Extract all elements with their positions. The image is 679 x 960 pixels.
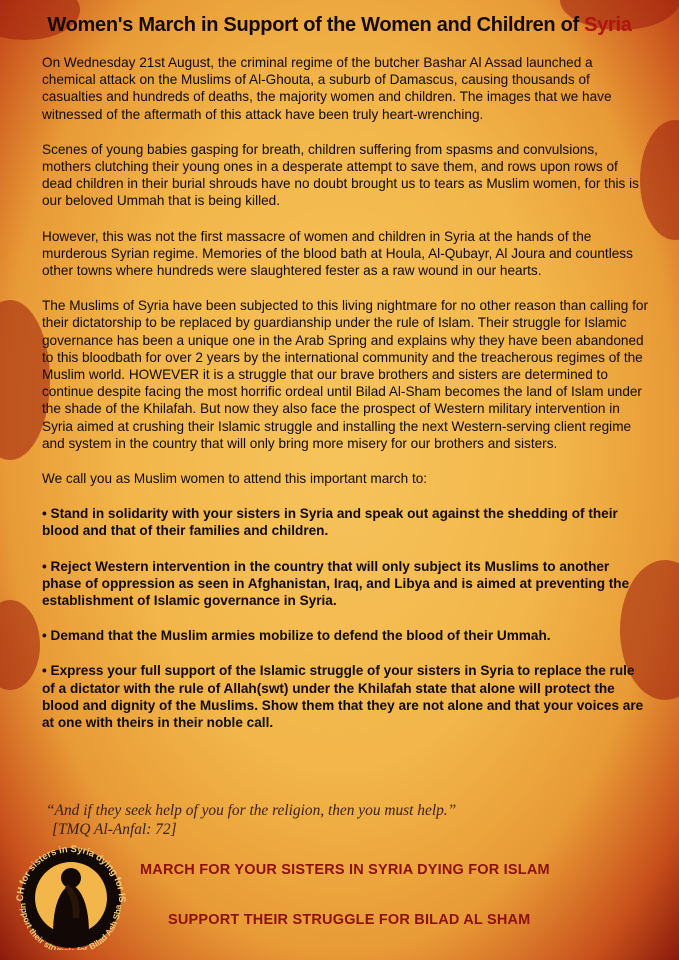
page-title: [0, 14, 679, 37]
cta-support: SUPPORT THEIR STRUGGLE FOR BILAD AL SHAM: [168, 912, 531, 928]
bullet-point: • Demand that the Muslim armies mobilize to defend the blood of their Ummah.: [42, 628, 551, 644]
quote-text: “And if they seek help of you for the religion, then you must help.”: [46, 802, 457, 819]
quran-quote: [46, 801, 646, 839]
article-body: [42, 54, 650, 749]
title-main: Women's March in Support of the Women and Children of: [47, 14, 585, 36]
quote-reference: [TMQ Al-Anfal: 72]: [52, 821, 177, 838]
cta-march: MARCH FOR YOUR SISTERS IN SYRIA DYING FOR ISLAM: [140, 862, 550, 878]
paragraph: The Muslims of Syria have been subjected to this living nightmare for no other reason than calling for their dictatorship to be replaced by guardianship under the rule of Islam. Their struggle for Islamic governance has been a unique one in the Arab Spring and explains why they have been abandoned to this bloodbath for over 2 years by the international community and the treacherous regimes of the Muslim world. HOWEVER it is a struggle that our brave brothers and sisters are determined to continue despite facing the most horrific ordeal until Bilad Al-Sham becomes the land of Islam under the shade of the Khilafah. But now they also face the prospect of Western military intervention in Syria aimed at crushing their Islamic struggle and installing the next Western-serving client regime and system in the country that will only bring more misery for our brothers and sisters.: [42, 298, 648, 451]
logo-bottom-text: upport their strug or Bilad Ash Sha: [18, 902, 124, 950]
bullet-point: • Reject Western intervention in the country that will only subject its Muslims to another phase of oppression as seen in Afghanistan, Iraq, and Libya and is aimed at preventing the establishment of Islamic governance in Syria.: [42, 558, 630, 609]
bullet-point: • Express your full support of the Islamic struggle of your sisters in Syria to replace the rule of a dictator with the rule of Allah(swt) under the Khilafah state that alone will protect the blood and dignity of the Muslims. Show them that they are not alone and that your voices are at one with theirs in their noble call.: [42, 663, 644, 731]
blood-splatter: [0, 600, 40, 690]
paragraph: We call you as Muslim women to attend this important march to:: [42, 471, 428, 487]
logo-emblem: [9, 838, 133, 950]
title-highlight: Syria: [584, 14, 632, 36]
paragraph: On Wednesday 21st August, the criminal regime of the butcher Bashar Al Assad launched a chemical attack on the Muslims of Al-Ghouta, a suburb of Damascus, causing thousands of casualties and hundreds of deaths, the majority women and children. The images that we have witnessed of the aftermath of this attack have been truly heart-wrenching.: [42, 55, 612, 122]
paragraph: Scenes of young babies gasping for breath, children suffering from spasms and convulsions, mothers clutching their young ones in a desperate attempt to save them, and rows upon rows of dead children in their burial shrouds have no doubt brought us to tears as Muslim women, for this is our beloved Ummah that is being killed.: [42, 141, 639, 209]
paragraph: However, this was not the first massacre of women and children in Syria at the hands of the murderous Syrian regime. Memories of the blood bath at Houla, Al-Qubayr, Al Joura and countless other towns where hundreds were slaughtered fester as a raw wound in our hearts.: [42, 228, 633, 279]
bullet-point: • Stand in solidarity with your sisters in Syria and speak out against the shedding of their blood and that of their families and children.: [42, 506, 618, 539]
march-logo: [9, 838, 133, 950]
logo-top-text: CH for sisters in Syria dying for IS: [14, 843, 128, 903]
